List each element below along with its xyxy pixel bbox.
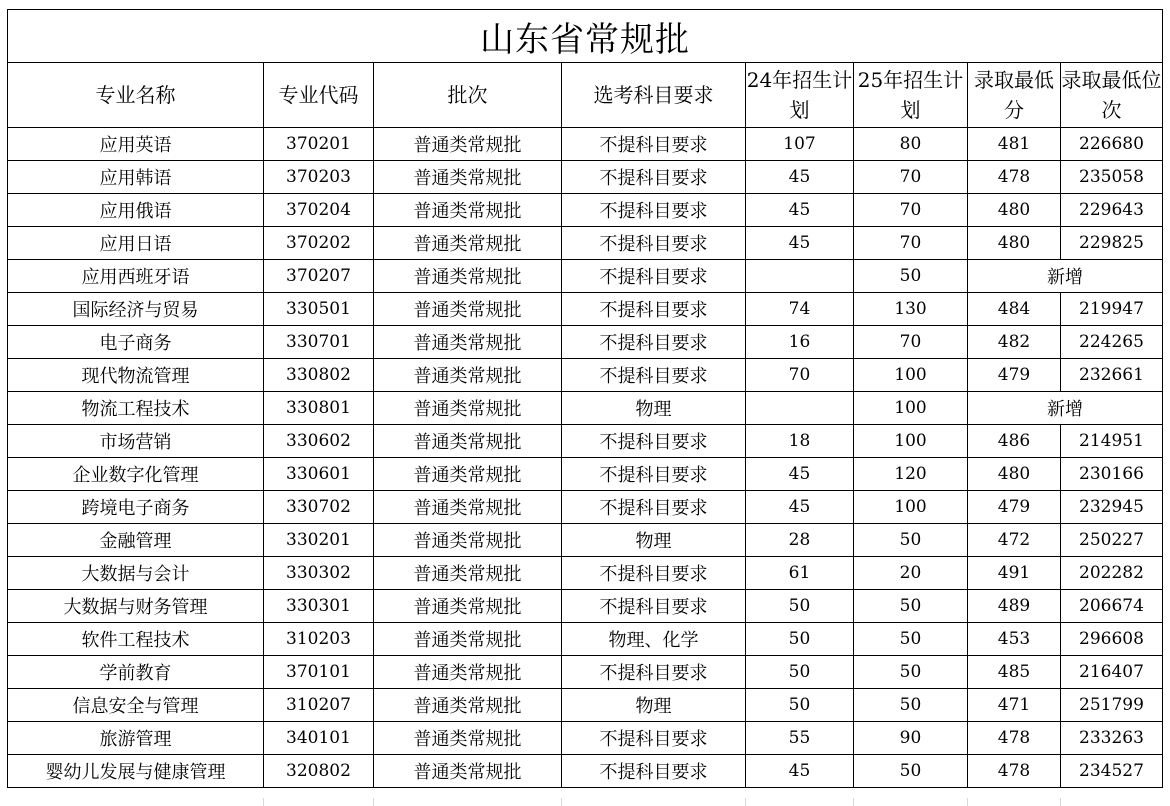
- cell-major-name: 应用日语: [8, 227, 264, 260]
- cell-batch: 普通类常规批: [374, 689, 562, 722]
- cell-min-score: 479: [968, 359, 1061, 392]
- cell-min-score: 484: [968, 293, 1061, 326]
- table-row: [8, 425, 1163, 458]
- cell-major-name: 大数据与财务管理: [8, 590, 264, 623]
- cell-min-score: 472: [968, 524, 1061, 557]
- cell-min-score: 480: [968, 194, 1061, 227]
- cell-major-name: 应用英语: [8, 128, 264, 161]
- cell-batch: 普通类常规批: [374, 425, 562, 458]
- cell-min-rank: 234527: [1061, 755, 1163, 788]
- cell-min-score: 485: [968, 656, 1061, 689]
- cell-plan-2024: 45: [746, 755, 854, 788]
- cell-plan-2025: 100: [854, 392, 968, 425]
- cell-subject-requirement: 不提科目要求: [562, 359, 746, 392]
- cell-subject-requirement: 物理: [562, 392, 746, 425]
- cell-major-code: 370204: [264, 194, 374, 227]
- cell-major-code: 330201: [264, 524, 374, 557]
- cell-min-score: 479: [968, 491, 1061, 524]
- table-row: [8, 326, 1163, 359]
- cell-major-name: 软件工程技术: [8, 623, 264, 656]
- cell-batch: 普通类常规批: [374, 293, 562, 326]
- cell-batch: 普通类常规批: [374, 458, 562, 491]
- cell-subject-requirement: 不提科目要求: [562, 491, 746, 524]
- cell-min-rank: 296608: [1061, 623, 1163, 656]
- cell-batch: 普通类常规批: [374, 260, 562, 293]
- cell-major-code: 310203: [264, 623, 374, 656]
- admission-sheet: [7, 9, 1163, 788]
- table-row: [8, 458, 1163, 491]
- cell-major-name: 旅游管理: [8, 722, 264, 755]
- cell-min-score: 453: [968, 623, 1061, 656]
- cell-batch: 普通类常规批: [374, 227, 562, 260]
- cell-plan-2024: 45: [746, 194, 854, 227]
- table-row: [8, 227, 1163, 260]
- cell-batch: 普通类常规批: [374, 755, 562, 788]
- cell-min-rank: 224265: [1061, 326, 1163, 359]
- cell-major-name: 婴幼儿发展与健康管理: [8, 755, 264, 788]
- cell-major-name: 国际经济与贸易: [8, 293, 264, 326]
- cell-subject-requirement: 不提科目要求: [562, 425, 746, 458]
- cell-min-score: 481: [968, 128, 1061, 161]
- cell-min-score: 478: [968, 755, 1061, 788]
- cell-major-name: 现代物流管理: [8, 359, 264, 392]
- cell-batch: 普通类常规批: [374, 359, 562, 392]
- table-row: [8, 722, 1163, 755]
- cell-min-rank: 232945: [1061, 491, 1163, 524]
- table-row: [8, 260, 1163, 293]
- cell-min-rank: 219947: [1061, 293, 1163, 326]
- cell-plan-2025: 90: [854, 722, 968, 755]
- cell-major-name: 物流工程技术: [8, 392, 264, 425]
- cell-major-name: 市场营销: [8, 425, 264, 458]
- cell-major-name: 企业数字化管理: [8, 458, 264, 491]
- cell-batch: 普通类常规批: [374, 524, 562, 557]
- cell-major-code: 330801: [264, 392, 374, 425]
- table-row: [8, 656, 1163, 689]
- cell-batch: 普通类常规批: [374, 326, 562, 359]
- cell-plan-2025: 20: [854, 557, 968, 590]
- header-plan-2025: 25年招生计划: [854, 63, 968, 128]
- cell-batch: 普通类常规批: [374, 722, 562, 755]
- cell-min-rank: 229643: [1061, 194, 1163, 227]
- cell-plan-2025: 100: [854, 359, 968, 392]
- cell-subject-requirement: 物理、化学: [562, 623, 746, 656]
- table-row: [8, 623, 1163, 656]
- cell-major-name: 应用西班牙语: [8, 260, 264, 293]
- cell-plan-2025: 50: [854, 524, 968, 557]
- cell-min-score: 489: [968, 590, 1061, 623]
- cell-min-rank: 202282: [1061, 557, 1163, 590]
- cell-plan-2024: 107: [746, 128, 854, 161]
- cell-plan-2024: 61: [746, 557, 854, 590]
- cell-major-name: 学前教育: [8, 656, 264, 689]
- cell-plan-2025: 100: [854, 425, 968, 458]
- cell-major-name: 应用韩语: [8, 161, 264, 194]
- cell-min-score: 480: [968, 458, 1061, 491]
- cell-min-score: 478: [968, 161, 1061, 194]
- cell-plan-2024: 55: [746, 722, 854, 755]
- cell-min-rank: 251799: [1061, 689, 1163, 722]
- cell-plan-2024: 16: [746, 326, 854, 359]
- cell-plan-2025: 50: [854, 590, 968, 623]
- cell-major-name: 跨境电子商务: [8, 491, 264, 524]
- cell-major-code: 370202: [264, 227, 374, 260]
- cell-plan-2025: 70: [854, 227, 968, 260]
- cell-plan-2024: 45: [746, 491, 854, 524]
- cell-min-score: 491: [968, 557, 1061, 590]
- admission-table: [7, 9, 1163, 788]
- table-row: [8, 689, 1163, 722]
- cell-subject-requirement: 不提科目要求: [562, 227, 746, 260]
- table-row: [8, 392, 1163, 425]
- cell-plan-2024: [746, 260, 854, 293]
- cell-plan-2025: 50: [854, 656, 968, 689]
- cell-major-code: 320802: [264, 755, 374, 788]
- cell-plan-2024: 45: [746, 227, 854, 260]
- cell-major-name: 电子商务: [8, 326, 264, 359]
- cell-major-name: 金融管理: [8, 524, 264, 557]
- sheet-continuation: [7, 798, 1162, 806]
- cell-major-code: 330301: [264, 590, 374, 623]
- cell-subject-requirement: 不提科目要求: [562, 293, 746, 326]
- cell-plan-2024: 45: [746, 458, 854, 491]
- cell-plan-2024: 50: [746, 623, 854, 656]
- cell-plan-2024: 74: [746, 293, 854, 326]
- cell-subject-requirement: 不提科目要求: [562, 722, 746, 755]
- header-plan-2024: 24年招生计划: [746, 63, 854, 128]
- cell-plan-2024: 28: [746, 524, 854, 557]
- cell-plan-2025: 50: [854, 689, 968, 722]
- cell-min-score: 478: [968, 722, 1061, 755]
- cell-subject-requirement: 不提科目要求: [562, 755, 746, 788]
- cell-subject-requirement: 不提科目要求: [562, 557, 746, 590]
- cell-major-code: 370201: [264, 128, 374, 161]
- cell-batch: 普通类常规批: [374, 590, 562, 623]
- cell-min-score: 471: [968, 689, 1061, 722]
- cell-min-rank: 233263: [1061, 722, 1163, 755]
- table-row: [8, 293, 1163, 326]
- table-row: [8, 491, 1163, 524]
- cell-major-code: 370101: [264, 656, 374, 689]
- cell-subject-requirement: 不提科目要求: [562, 458, 746, 491]
- cell-batch: 普通类常规批: [374, 623, 562, 656]
- cell-min-rank: 250227: [1061, 524, 1163, 557]
- cell-major-code: 330302: [264, 557, 374, 590]
- cell-plan-2024: 50: [746, 590, 854, 623]
- cell-plan-2025: 50: [854, 260, 968, 293]
- cell-plan-2025: 100: [854, 491, 968, 524]
- cell-subject-requirement: 不提科目要求: [562, 656, 746, 689]
- header-batch: 批次: [374, 63, 562, 128]
- table-row: [8, 557, 1163, 590]
- cell-plan-2025: 70: [854, 194, 968, 227]
- table-title: 山东省常规批: [8, 10, 1163, 63]
- header-major-name: 专业名称: [8, 63, 264, 128]
- cell-major-code: 330602: [264, 425, 374, 458]
- cell-batch: 普通类常规批: [374, 491, 562, 524]
- cell-plan-2025: 120: [854, 458, 968, 491]
- header-min-rank: 录取最低位次: [1061, 63, 1163, 128]
- table-row: [8, 524, 1163, 557]
- cell-subject-requirement: 不提科目要求: [562, 194, 746, 227]
- cell-major-code: 370203: [264, 161, 374, 194]
- cell-plan-2024: [746, 392, 854, 425]
- cell-subject-requirement: 物理: [562, 689, 746, 722]
- cell-plan-2024: 50: [746, 689, 854, 722]
- cell-new-major-label: 新增: [968, 392, 1163, 425]
- cell-major-code: 330601: [264, 458, 374, 491]
- cell-min-rank: 206674: [1061, 590, 1163, 623]
- cell-min-score: 482: [968, 326, 1061, 359]
- cell-batch: 普通类常规批: [374, 392, 562, 425]
- cell-major-code: 330802: [264, 359, 374, 392]
- cell-plan-2024: 18: [746, 425, 854, 458]
- cell-major-code: 330501: [264, 293, 374, 326]
- cell-plan-2025: 80: [854, 128, 968, 161]
- cell-major-code: 340101: [264, 722, 374, 755]
- cell-major-code: 370207: [264, 260, 374, 293]
- cell-subject-requirement: 不提科目要求: [562, 161, 746, 194]
- cell-plan-2025: 70: [854, 161, 968, 194]
- cell-min-rank: 229825: [1061, 227, 1163, 260]
- cell-min-rank: 216407: [1061, 656, 1163, 689]
- cell-major-name: 大数据与会计: [8, 557, 264, 590]
- cell-batch: 普通类常规批: [374, 161, 562, 194]
- cell-min-rank: 230166: [1061, 458, 1163, 491]
- cell-batch: 普通类常规批: [374, 656, 562, 689]
- cell-plan-2024: 45: [746, 161, 854, 194]
- table-row: [8, 128, 1163, 161]
- cell-min-rank: 232661: [1061, 359, 1163, 392]
- cell-batch: 普通类常规批: [374, 557, 562, 590]
- cell-subject-requirement: 不提科目要求: [562, 326, 746, 359]
- cell-batch: 普通类常规批: [374, 128, 562, 161]
- cell-plan-2025: 50: [854, 755, 968, 788]
- cell-min-rank: 235058: [1061, 161, 1163, 194]
- cell-major-code: 330702: [264, 491, 374, 524]
- cell-plan-2025: 130: [854, 293, 968, 326]
- cell-new-major-label: 新增: [968, 260, 1163, 293]
- table-row: [8, 755, 1163, 788]
- cell-subject-requirement: 物理: [562, 524, 746, 557]
- table-row: [8, 161, 1163, 194]
- cell-major-name: 信息安全与管理: [8, 689, 264, 722]
- header-major-code: 专业代码: [264, 63, 374, 128]
- cell-plan-2025: 70: [854, 326, 968, 359]
- header-min-score: 录取最低分: [968, 63, 1061, 128]
- cell-major-name: 应用俄语: [8, 194, 264, 227]
- table-row: [8, 194, 1163, 227]
- table-row: [8, 590, 1163, 623]
- cell-min-score: 486: [968, 425, 1061, 458]
- cell-subject-requirement: 不提科目要求: [562, 590, 746, 623]
- cell-plan-2024: 70: [746, 359, 854, 392]
- cell-plan-2025: 50: [854, 623, 968, 656]
- cell-min-score: 480: [968, 227, 1061, 260]
- table-row: [8, 359, 1163, 392]
- cell-major-code: 310207: [264, 689, 374, 722]
- cell-subject-requirement: 不提科目要求: [562, 128, 746, 161]
- header-row: [8, 63, 1163, 128]
- cell-major-code: 330701: [264, 326, 374, 359]
- cell-batch: 普通类常规批: [374, 194, 562, 227]
- cell-subject-requirement: 不提科目要求: [562, 260, 746, 293]
- header-subject-requirement: 选考科目要求: [562, 63, 746, 128]
- cell-plan-2024: 50: [746, 656, 854, 689]
- cell-min-rank: 226680: [1061, 128, 1163, 161]
- cell-min-rank: 214951: [1061, 425, 1163, 458]
